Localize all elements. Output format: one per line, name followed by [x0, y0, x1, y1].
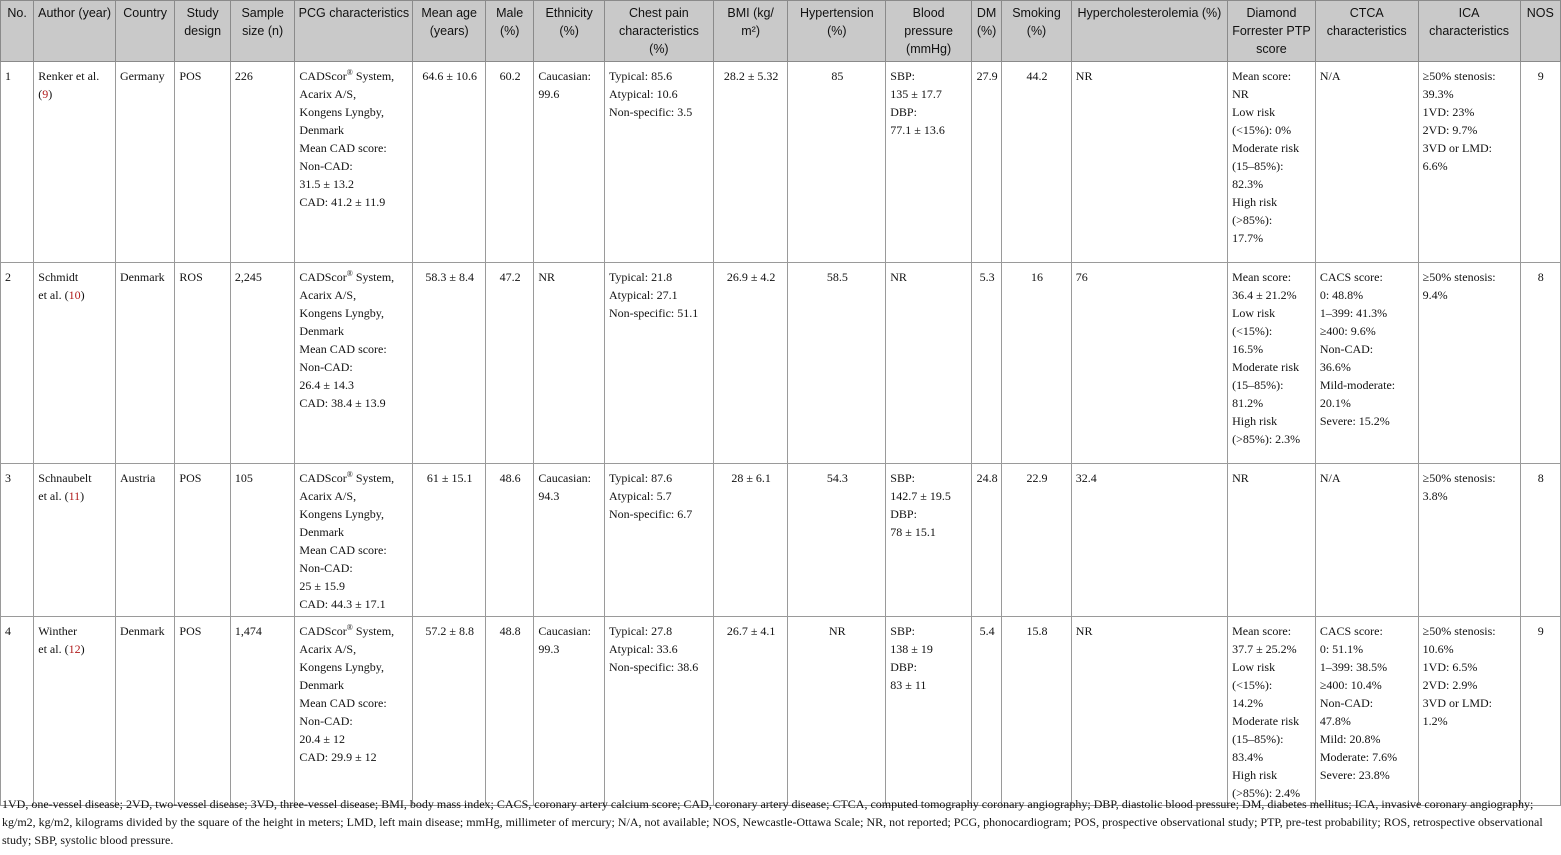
header-ica: ICA characteristics: [1418, 1, 1520, 62]
cell-author: Renker et al. (9): [34, 62, 116, 263]
cell-sample-size: 1,474: [230, 617, 295, 806]
cell-bmi: 28 ± 6.1: [713, 464, 788, 617]
cell-hypertension: NR: [788, 617, 886, 806]
header-ethnicity: Ethnicity (%): [534, 1, 605, 62]
cell-design: ROS: [175, 263, 230, 464]
header-hypercholesterolemia: Hypercholesterolemia (%): [1071, 1, 1227, 62]
cell-dm: 24.8: [971, 464, 1001, 617]
cell-bmi: 26.7 ± 4.1: [713, 617, 788, 806]
cell-smoking: 15.8: [1002, 617, 1072, 806]
header-ptp-score: Diamond Forrester PTP score: [1228, 1, 1316, 62]
cell-design: POS: [175, 464, 230, 617]
cell-chest-pain: Typical: 87.6 Atypical: 5.7 Non-specific: 6.7: [604, 464, 713, 617]
pcg-system: CADScor: [299, 270, 347, 284]
cell-author: Schnaubelt et al. (11): [34, 464, 116, 617]
pcg-details: System, Acarix A/S, Kongens Lyngby, Denmark Mean CAD score: Non-CAD: 20.4 ± 12 CAD: 29.9 ± 12: [299, 624, 395, 764]
cell-design: POS: [175, 617, 230, 806]
cell-no: 1: [1, 62, 34, 263]
cell-no: 2: [1, 263, 34, 464]
cell-ica: ≥50% stenosis: 9.4%: [1418, 263, 1520, 464]
header-male: Male (%): [485, 1, 533, 62]
cell-no: 4: [1, 617, 34, 806]
pcg-system: CADScor: [299, 69, 347, 83]
header-dm: DM (%): [971, 1, 1001, 62]
cell-pcg: [295, 62, 413, 263]
table-header-row: [1, 1, 1561, 62]
table-row: [1, 62, 1561, 263]
table-row: [1, 464, 1561, 617]
cell-male: 47.2: [485, 263, 533, 464]
author-name: Renker et al.: [38, 69, 100, 83]
cell-blood-pressure: SBP: 138 ± 19 DBP: 83 ± 11: [886, 617, 972, 806]
cell-ctca: N/A: [1315, 464, 1418, 617]
cell-ctca: CACS score: 0: 51.1% 1–399: 38.5% ≥400: 10.4% Non-CAD: 47.8% Mild: 20.8% Moderate: 7.6% Severe: 23.8%: [1315, 617, 1418, 806]
pcg-details: System, Acarix A/S, Kongens Lyngby, Denmark Mean CAD score: Non-CAD: 26.4 ± 14.3 CAD: 38.4 ± 13.9: [299, 270, 395, 410]
header-nos: NOS: [1520, 1, 1561, 62]
cell-author: Winther et al. (12): [34, 617, 116, 806]
table-row: [1, 263, 1561, 464]
cell-hypertension: 58.5: [788, 263, 886, 464]
cell-sample-size: 226: [230, 62, 295, 263]
cell-ctca: N/A: [1315, 62, 1418, 263]
header-hypertension: Hypertension (%): [788, 1, 886, 62]
header-blood-pressure: Blood pressure (mmHg): [886, 1, 972, 62]
cell-male: 48.8: [485, 617, 533, 806]
cell-country: Germany: [115, 62, 174, 263]
cell-male: 48.6: [485, 464, 533, 617]
header-country: Country: [115, 1, 174, 62]
cell-author: Schmidt et al. (10): [34, 263, 116, 464]
cell-hypertension: 54.3: [788, 464, 886, 617]
cell-smoking: 44.2: [1002, 62, 1072, 263]
header-bmi: BMI (kg/ m²): [713, 1, 788, 62]
cell-mean-age: 58.3 ± 8.4: [413, 263, 486, 464]
cell-ptp-score: Mean score: 37.7 ± 25.2% Low risk (<15%): 14.2% Moderate risk (15–85%): 83.4% High risk (>85%): 2.4%: [1228, 617, 1316, 806]
cell-chest-pain: Typical: 21.8 Atypical: 27.1 Non-specific: 51.1: [604, 263, 713, 464]
cell-mean-age: 64.6 ± 10.6: [413, 62, 486, 263]
cell-nos: 8: [1520, 464, 1561, 617]
registered-mark: ®: [346, 68, 353, 77]
cell-sample-size: 105: [230, 464, 295, 617]
cell-hypercholesterolemia: 76: [1071, 263, 1227, 464]
cell-no: 3: [1, 464, 34, 617]
author-name: Winther et al.: [38, 624, 78, 656]
cell-ctca: CACS score: 0: 48.8% 1–399: 41.3% ≥400: 9.6% Non-CAD: 36.6% Mild-moderate: 20.1% Severe: 15.2%: [1315, 263, 1418, 464]
header-no: No.: [1, 1, 34, 62]
header-study-design: Study design: [175, 1, 230, 62]
cell-mean-age: 61 ± 15.1: [413, 464, 486, 617]
cell-ethnicity: NR: [534, 263, 605, 464]
reference-link[interactable]: 12: [68, 642, 81, 656]
cell-dm: 5.3: [971, 263, 1001, 464]
header-author: Author (year): [34, 1, 116, 62]
cell-country: Austria: [115, 464, 174, 617]
cell-pcg: [295, 617, 413, 806]
cell-ptp-score: Mean score: NR Low risk (<15%): 0% Moderate risk (15–85%): 82.3% High risk (>85%): 17.7%: [1228, 62, 1316, 263]
cell-pcg: [295, 464, 413, 617]
reference-link[interactable]: 10: [68, 288, 81, 302]
cell-ica: ≥50% stenosis: 10.6% 1VD: 6.5% 2VD: 2.9% 3VD or LMD: 1.2%: [1418, 617, 1520, 806]
author-name: Schnaubelt et al.: [38, 471, 92, 503]
cell-ethnicity: Caucasian: 94.3: [534, 464, 605, 617]
header-mean-age: Mean age (years): [413, 1, 486, 62]
cell-pcg: [295, 263, 413, 464]
cell-nos: 9: [1520, 62, 1561, 263]
cell-blood-pressure: SBP: 142.7 ± 19.5 DBP: 78 ± 15.1: [886, 464, 972, 617]
header-sample-size: Sample size (n): [230, 1, 295, 62]
cell-country: Denmark: [115, 617, 174, 806]
pcg-system: CADScor: [299, 624, 347, 638]
header-chest-pain: Chest pain characteristics (%): [604, 1, 713, 62]
cell-nos: 8: [1520, 263, 1561, 464]
cell-bmi: 28.2 ± 5.32: [713, 62, 788, 263]
cell-sample-size: 2,245: [230, 263, 295, 464]
cell-blood-pressure: SBP: 135 ± 17.7 DBP: 77.1 ± 13.6: [886, 62, 972, 263]
reference-link[interactable]: 9: [42, 87, 49, 101]
cell-ica: ≥50% stenosis: 3.8%: [1418, 464, 1520, 617]
reference-link[interactable]: 11: [68, 489, 81, 503]
header-smoking: Smoking (%): [1002, 1, 1072, 62]
cell-hypertension: 85: [788, 62, 886, 263]
cell-smoking: 22.9: [1002, 464, 1072, 617]
cell-hypercholesterolemia: 32.4: [1071, 464, 1227, 617]
cell-ethnicity: Caucasian: 99.3: [534, 617, 605, 806]
pcg-details: System, Acarix A/S, Kongens Lyngby, Denmark Mean CAD score: Non-CAD: 25 ± 15.9 CAD: 44.3 ± 17.1: [299, 471, 395, 611]
header-pcg: PCG characteristics: [295, 1, 413, 62]
cell-hypercholesterolemia: NR: [1071, 617, 1227, 806]
cell-nos: 9: [1520, 617, 1561, 806]
header-ctca: CTCA characteristics: [1315, 1, 1418, 62]
table-row: [1, 617, 1561, 806]
cell-mean-age: 57.2 ± 8.8: [413, 617, 486, 806]
cell-dm: 5.4: [971, 617, 1001, 806]
table-footnote: 1VD, one-vessel disease; 2VD, two-vessel disease; 3VD, three-vessel disease; BMI, body mass index; CACS, coronary artery calcium score; CAD, coronary artery disease; CTCA, computed tomography coronary angiography; DBP, diastolic blood pressure; DM, diabetes mellitus; ICA, invasive coronary angiography; kg/m2, kg/m2, kilograms divided by the square of the height in meters; LMD, left main disease; mmHg, millimeter of mercury; N/A, not available; NOS, Newcastle-Ottawa Scale; NR, not reported; PCG, phonocardiogram; POS, prospective observational study; PTP, pre-test probability; ROS, retrospective observational study; SBP, systolic blood pressure.: [2, 797, 1543, 847]
cell-dm: 27.9: [971, 62, 1001, 263]
cell-design: POS: [175, 62, 230, 263]
cell-smoking: 16: [1002, 263, 1072, 464]
cell-chest-pain: Typical: 85.6 Atypical: 10.6 Non-specific: 3.5: [604, 62, 713, 263]
cell-bmi: 26.9 ± 4.2: [713, 263, 788, 464]
registered-mark: ®: [346, 470, 353, 479]
cell-blood-pressure: NR: [886, 263, 972, 464]
cell-ptp-score: NR: [1228, 464, 1316, 617]
cell-hypercholesterolemia: NR: [1071, 62, 1227, 263]
cell-ethnicity: Caucasian: 99.6: [534, 62, 605, 263]
pcg-details: System, Acarix A/S, Kongens Lyngby, Denmark Mean CAD score: Non-CAD: 31.5 ± 13.2 CAD: 41.2 ± 11.9: [299, 69, 395, 209]
registered-mark: ®: [346, 623, 353, 632]
registered-mark: ®: [346, 269, 353, 278]
cell-country: Denmark: [115, 263, 174, 464]
pcg-system: CADScor: [299, 471, 347, 485]
author-name: Schmidt et al.: [38, 270, 79, 302]
cell-ica: ≥50% stenosis: 39.3% 1VD: 23% 2VD: 9.7% 3VD or LMD: 6.6%: [1418, 62, 1520, 263]
cell-chest-pain: Typical: 27.8 Atypical: 33.6 Non-specific: 38.6: [604, 617, 713, 806]
cell-ptp-score: Mean score: 36.4 ± 21.2% Low risk (<15%): 16.5% Moderate risk (15–85%): 81.2% High risk (>85%): 2.3%: [1228, 263, 1316, 464]
cell-male: 60.2: [485, 62, 533, 263]
